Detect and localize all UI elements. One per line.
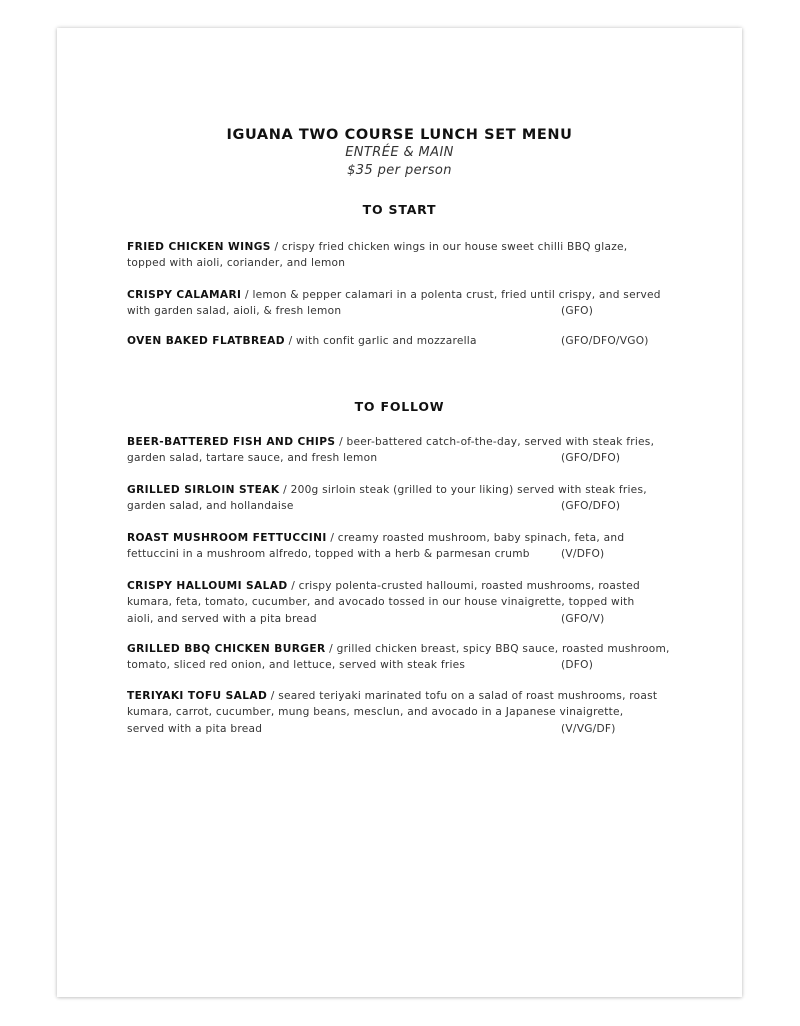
item-line [127, 287, 667, 303]
item-description: fettuccini in a mushroom alfredo, topped with a herb & parmesan crumb [127, 548, 530, 561]
item-description: topped with aioli, coriander, and lemon [127, 257, 346, 270]
item-description: garden salad, and hollandaise [127, 500, 294, 513]
dietary-tag: (DFO) [561, 659, 594, 672]
item-description: garden salad, tartare sauce, and fresh lemon [127, 452, 378, 465]
menu-item-crispy-calamari [127, 287, 667, 320]
item-line [127, 578, 667, 594]
item-line [127, 546, 667, 562]
menu-header [57, 126, 742, 180]
item-name: ROAST MUSHROOM FETTUCCINI [127, 532, 327, 544]
item-name: TERIYAKI TOFU SALAD [127, 690, 268, 702]
item-description: / with confit garlic and mozzarella [284, 335, 477, 347]
item-line [127, 333, 667, 349]
menu-item-grilled-sirloin-steak [127, 482, 667, 515]
menu-item-teriyaki-tofu-salad [127, 688, 667, 737]
item-line [127, 482, 667, 498]
item-description: tomato, sliced red onion, and lettuce, served with steak fries [127, 659, 466, 672]
item-name: BEER-BATTERED FISH AND CHIPS [127, 436, 336, 448]
item-description: / lemon & pepper calamari in a polenta crust, fried until crispy, and served [241, 289, 661, 301]
menu-item-roast-mushroom-fettuccini [127, 530, 667, 563]
item-line [127, 498, 667, 514]
menu-title: IGUANA TWO COURSE LUNCH SET MENU [226, 127, 573, 143]
section-heading-to-follow: TO FOLLOW [354, 399, 445, 414]
item-line [127, 657, 667, 673]
item-description: aioli, and served with a pita bread [127, 612, 317, 625]
item-description: / crispy polenta-crusted halloumi, roasted mushrooms, roasted [287, 580, 641, 592]
menu-item-fried-chicken-wings [127, 239, 667, 272]
item-name: OVEN BAKED FLATBREAD [127, 335, 285, 347]
item-description: / creamy roasted mushroom, baby spinach, feta, and [326, 532, 625, 544]
item-line [127, 688, 667, 704]
dietary-tag: (V/DFO) [561, 548, 605, 561]
item-name: FRIED CHICKEN WINGS [127, 241, 271, 253]
menu-price: $35 per person [347, 163, 452, 178]
item-line [127, 641, 670, 657]
dietary-tag: (GFO/V) [561, 612, 605, 625]
item-description: / 200g sirloin steak (grilled to your liking) served with steak fries, [279, 484, 647, 496]
dietary-tag: (GFO/DFO) [561, 452, 621, 465]
dietary-tag: (GFO) [561, 305, 594, 318]
item-line [127, 704, 667, 720]
item-line [127, 594, 667, 610]
dietary-tag: (GFO/DFO) [561, 500, 621, 513]
item-description: / crispy fried chicken wings in our house sweet chilli BBQ glaze, [270, 241, 628, 253]
item-line [127, 611, 667, 627]
item-description: kumara, carrot, cucumber, mung beans, mesclun, and avocado in a Japanese vinaigrette, [127, 706, 624, 719]
item-line [127, 721, 667, 737]
item-line [127, 530, 667, 546]
menu-item-oven-baked-flatbread [127, 333, 667, 349]
item-name: CRISPY CALAMARI [127, 289, 242, 301]
menu-item-fish-and-chips [127, 434, 667, 467]
item-description: with garden salad, aioli, & fresh lemon [127, 305, 342, 318]
item-name: GRILLED BBQ CHICKEN BURGER [127, 643, 326, 655]
item-name: CRISPY HALLOUMI SALAD [127, 580, 288, 592]
item-description: / seared teriyaki marinated tofu on a salad of roast mushrooms, roast [267, 690, 658, 702]
menu-item-crispy-halloumi-salad [127, 578, 667, 627]
menu-item-bbq-chicken-burger [127, 641, 670, 674]
dietary-tag: (GFO/DFO/VGO) [561, 335, 649, 347]
item-line [127, 434, 667, 450]
item-line [127, 303, 667, 319]
item-line [127, 239, 667, 255]
item-line [127, 255, 667, 271]
item-description: / beer-battered catch-of-the-day, served with steak fries, [335, 436, 655, 448]
item-description: served with a pita bread [127, 722, 263, 735]
section-heading-to-start: TO START [362, 202, 437, 217]
item-name: GRILLED SIRLOIN STEAK [127, 484, 280, 496]
menu-page [57, 28, 742, 997]
item-description: kumara, feta, tomato, cucumber, and avocado tossed in our house vinaigrette, topped with [127, 596, 635, 609]
item-line [127, 450, 667, 466]
item-description: / grilled chicken breast, spicy BBQ sauce, roasted mushroom, [325, 643, 670, 655]
dietary-tag: (V/VG/DF) [561, 722, 616, 735]
menu-subtitle: ENTRÉE & MAIN [345, 145, 454, 160]
